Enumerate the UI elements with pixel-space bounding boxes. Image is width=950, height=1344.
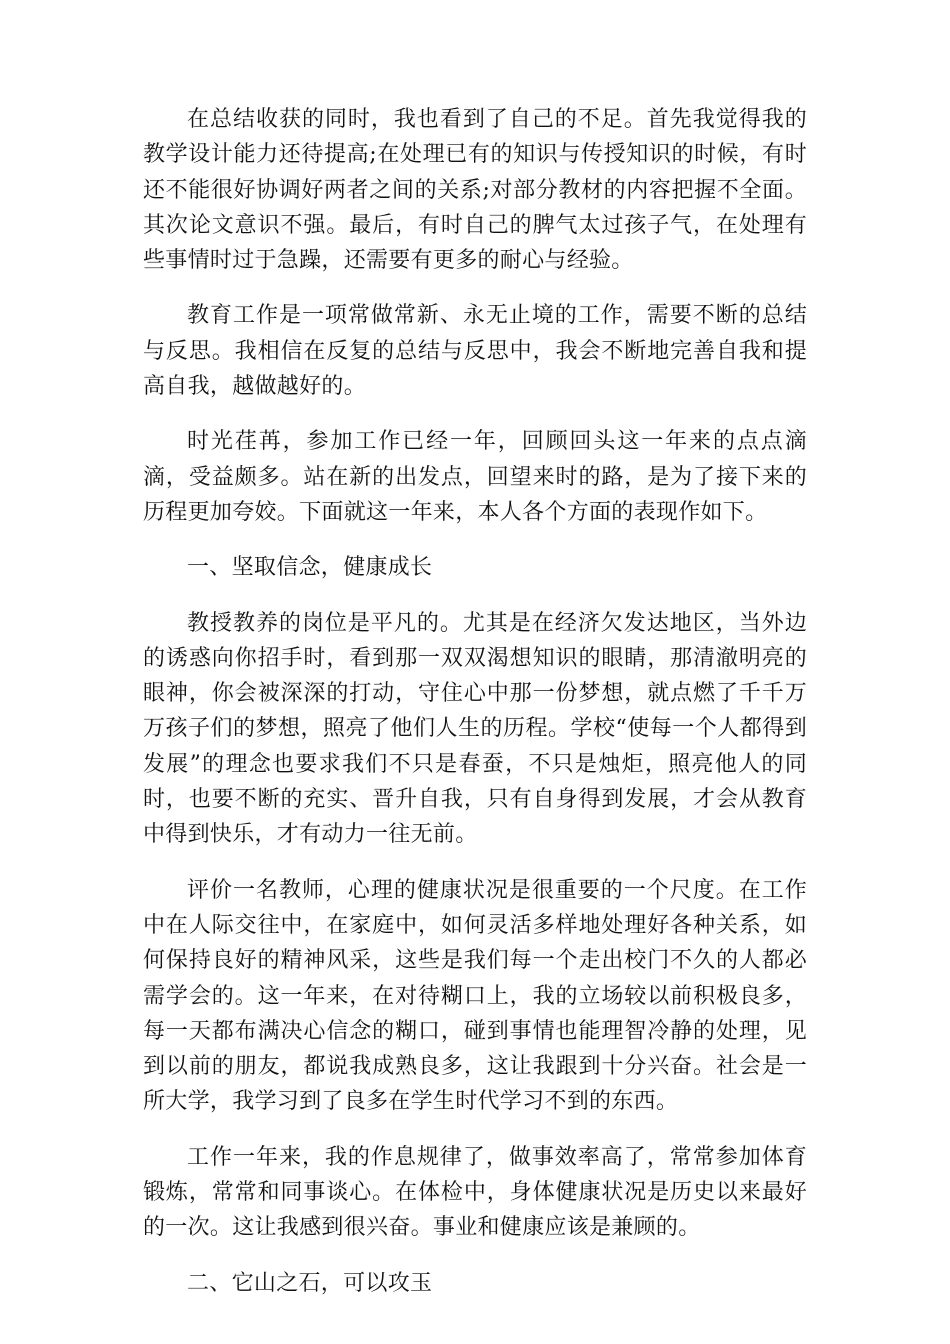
section-heading-1: 一、坚取信念，健康成长 <box>187 555 433 581</box>
paragraph-year-review: 时光荏苒，参加工作已经一年，回顾回头这一年来的点点滴滴，受益颇多。站在新的出发点，回望来时的路，是为了接下来的历程更加夸姣。下面就这一年来，本人各个方面的表现作如下。 <box>143 429 807 525</box>
document-page <box>143 102 807 1321</box>
paragraph-shortcomings: 在总结收获的同时，我也看到了自己的不足。首先我觉得我的教学设计能力还待提高;在处理已有的知识与传授知识的时候，有时还不能很好协调好两者之间的关系;对部分教材的内容把握不全面。其次论文意识不强。最后，有时自己的脾气太过孩子气，在处理有些事情时过于急躁，还需要有更多的耐心与经验。 <box>143 107 807 274</box>
paragraph-mental-health: 评价一名教师，心理的健康状况是很重要的一个尺度。在工作中在人际交往中，在家庭中，如何灵活多样地处理好各种关系，如何保持良好的精神风采，这些是我们每一个走出校门不久的人都必需学会的。这一年来，在对待糊口上，我的立场较以前积极良多，每一天都布满决心信念的糊口，碰到事情也能理智冷静的处理，见到以前的朋友，都说我成熟良多，这让我跟到十分兴奋。社会是一所大学，我学习到了良多在学生时代学习不到的东西。 <box>143 877 807 1115</box>
paragraph-teaching-post: 教授教养的岗位是平凡的。尤其是在经济欠发达地区，当外边的诱惑向你招手时，看到那一双双渴想知识的眼睛，那清澈明亮的眼神，你会被深深的打动，守住心中那一份梦想，就点燃了千千万万孩子们的梦想，照亮了他们人生的历程。学校“使每一个人都得到发展”的理念也要求我们不只是春蚕，不只是烛炬，照亮他人的同时，也要不断的充实、晋升自我，只有自身得到发展，才会从教育中得到快乐，才有动力一往无前。 <box>143 610 807 848</box>
section-heading-2: 二、它山之石，可以攻玉 <box>187 1270 433 1296</box>
paragraph-physical-health: 工作一年来，我的作息规律了，做事效率高了，常常参加体育锻炼，常常和同事谈心。在体检中，身体健康状况是历史以来最好的一次。这让我感到很兴奋。事业和健康应该是兼顾的。 <box>143 1144 807 1241</box>
paragraph-reflection: 教育工作是一项常做常新、永无止境的工作，需要不断的总结与反思。我相信在反复的总结与反思中，我会不断地完善自我和提高自我，越做越好的。 <box>143 303 807 400</box>
